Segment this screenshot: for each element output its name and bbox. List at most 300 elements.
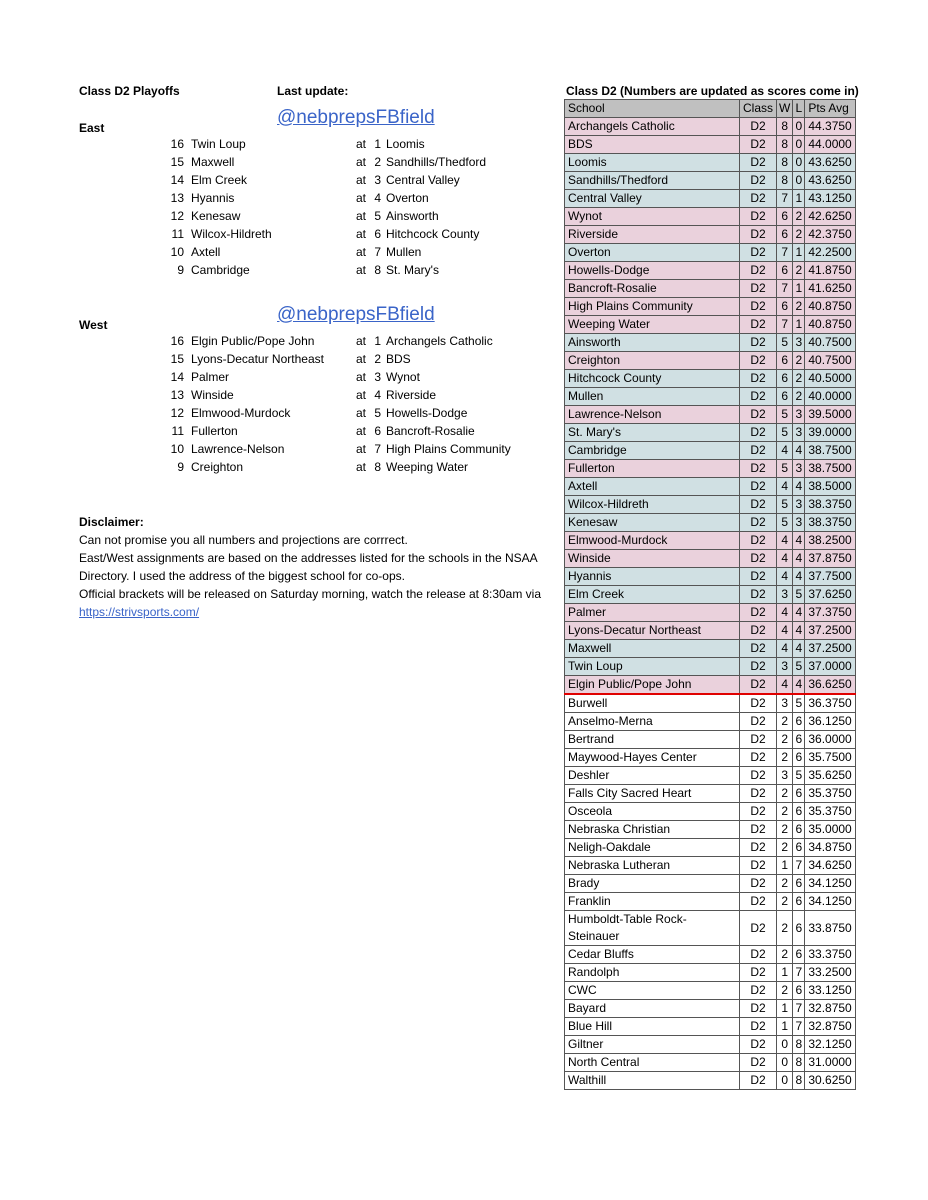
points-average-cell: 39.0000 [805,424,855,442]
home-team: High Plains Community [386,442,511,456]
wins-cell: 2 [777,731,793,749]
table-row [565,982,856,1000]
table-row [565,208,856,226]
wins-cell: 8 [777,136,793,154]
school-cell: Hyannis [565,568,740,586]
at-label: at [356,245,367,259]
table-row [565,821,856,839]
home-team: Mullen [386,245,422,259]
class-cell: D2 [740,442,777,460]
losses-cell: 1 [793,280,805,298]
strivsports-link[interactable]: https://strivsports.com/ [79,605,200,619]
losses-cell: 4 [793,604,805,622]
wins-cell: 1 [777,857,793,875]
school-cell: Humboldt-Table Rock-Steinauer [565,911,740,946]
school-cell: Nebraska Lutheran [565,857,740,875]
school-cell: Axtell [565,478,740,496]
table-row [565,280,856,298]
table-row [565,478,856,496]
home-team: Ainsworth [386,209,439,223]
at-label: at [356,155,367,169]
school-cell: CWC [565,982,740,1000]
points-average-cell: 35.3750 [805,785,855,803]
away-team: Elm Creek [191,173,248,187]
at-label: at [356,460,367,474]
table-row [565,298,856,316]
wins-cell: 2 [777,946,793,964]
class-cell: D2 [740,460,777,478]
away-seed: 11 [171,424,184,438]
class-cell: D2 [740,334,777,352]
class-cell: D2 [740,532,777,550]
class-cell: D2 [740,875,777,893]
at-label: at [356,334,367,348]
class-cell: D2 [740,713,777,731]
points-average-cell: 35.0000 [805,821,855,839]
class-cell: D2 [740,803,777,821]
wins-cell: 5 [777,496,793,514]
losses-cell: 6 [793,785,805,803]
away-seed: 9 [177,263,184,277]
home-team: Hitchcock County [386,227,480,241]
bracket-game [166,171,526,189]
away-seed: 11 [171,227,184,241]
losses-cell: 6 [793,731,805,749]
table-row [565,118,856,136]
twitter-handle-link[interactable]: @nebprepsFBfield [277,107,435,128]
wins-cell: 5 [777,406,793,424]
school-cell: Overton [565,244,740,262]
points-average-cell: 34.6250 [805,857,855,875]
away-seed: 15 [170,352,184,366]
disclaimer-heading: Disclaimer: [79,515,144,529]
points-average-cell: 38.7500 [805,442,855,460]
wins-cell: 3 [777,586,793,604]
at-label: at [356,173,367,187]
class-cell: D2 [740,767,777,785]
school-cell: Deshler [565,767,740,785]
disclaimer-line: Directory. I used the address of the biggest school for co-ops. [79,569,405,583]
school-cell: Burwell [565,694,740,713]
table-row [565,604,856,622]
points-average-cell: 40.7500 [805,352,855,370]
home-seed: 6 [374,424,381,438]
losses-cell: 8 [793,1036,805,1054]
table-row [565,370,856,388]
home-team: Bancroft-Rosalie [386,424,475,438]
wins-cell: 2 [777,982,793,1000]
school-cell: Lyons-Decatur Northeast [565,622,740,640]
points-average-cell: 31.0000 [805,1054,855,1072]
points-average-cell: 38.3750 [805,514,855,532]
table-row [565,1018,856,1036]
table-row [565,190,856,208]
wins-cell: 1 [777,964,793,982]
losses-cell: 4 [793,478,805,496]
bracket-game [166,261,526,279]
wins-cell: 4 [777,640,793,658]
home-seed: 7 [374,442,381,456]
bracket-game [166,404,526,422]
table-row [565,911,856,946]
table-row [565,1036,856,1054]
class-cell: D2 [740,946,777,964]
away-team: Maxwell [191,155,235,169]
bracket-game [166,135,526,153]
class-cell: D2 [740,893,777,911]
school-cell: Bertrand [565,731,740,749]
school-cell: Anselmo-Merna [565,713,740,731]
losses-cell: 7 [793,857,805,875]
school-cell: Ainsworth [565,334,740,352]
wins-cell: 4 [777,676,793,695]
away-team: Cambridge [191,263,250,277]
losses-cell: 2 [793,352,805,370]
points-average-cell: 34.1250 [805,875,855,893]
school-cell: Cambridge [565,442,740,460]
away-team: Palmer [191,370,230,384]
school-cell: Winside [565,550,740,568]
away-team: Lawrence-Nelson [191,442,285,456]
losses-cell: 0 [793,136,805,154]
points-average-cell: 34.1250 [805,893,855,911]
school-cell: Maywood-Hayes Center [565,749,740,767]
class-cell: D2 [740,424,777,442]
class-cell: D2 [740,568,777,586]
table-row [565,1054,856,1072]
disclaimer-line: Official brackets will be released on Saturday morning, watch the release at 8:30am via [79,587,542,601]
school-cell: Twin Loup [565,658,740,676]
losses-cell: 3 [793,424,805,442]
table-row [565,496,856,514]
standings-title: Class D2 (Numbers are updated as scores come in) [566,84,859,98]
home-team: Central Valley [386,173,460,187]
points-average-cell: 38.5000 [805,478,855,496]
wins-cell: 2 [777,785,793,803]
wins-cell: 2 [777,839,793,857]
points-average-cell: 36.3750 [805,694,855,713]
school-cell: Archangels Catholic [565,118,740,136]
points-average-cell: 37.2500 [805,622,855,640]
table-row [565,767,856,785]
points-average-cell: 32.1250 [805,1036,855,1054]
table-row [565,424,856,442]
home-team: Riverside [386,388,437,402]
table-row [565,749,856,767]
class-cell: D2 [740,352,777,370]
at-label: at [356,388,367,402]
class-cell: D2 [740,622,777,640]
wins-cell: 2 [777,893,793,911]
wins-cell: 3 [777,767,793,785]
points-average-cell: 35.3750 [805,803,855,821]
class-cell: D2 [740,1072,777,1090]
losses-cell: 3 [793,406,805,424]
column-header-losses: L [793,100,805,118]
away-seed: 14 [170,370,184,384]
class-cell: D2 [740,731,777,749]
class-cell: D2 [740,604,777,622]
away-seed: 16 [170,334,184,348]
bracket-game [166,332,526,350]
away-seed: 13 [170,191,184,205]
points-average-cell: 36.0000 [805,731,855,749]
wins-cell: 8 [777,118,793,136]
home-seed: 6 [374,227,381,241]
standings-table [564,99,856,1090]
at-label: at [356,424,367,438]
class-cell: D2 [740,478,777,496]
table-row [565,676,856,695]
table-row [565,586,856,604]
table-row [565,731,856,749]
losses-cell: 0 [793,172,805,190]
class-cell: D2 [740,118,777,136]
school-cell: BDS [565,136,740,154]
losses-cell: 2 [793,298,805,316]
wins-cell: 2 [777,875,793,893]
points-average-cell: 32.8750 [805,1018,855,1036]
losses-cell: 4 [793,532,805,550]
table-row [565,1000,856,1018]
losses-cell: 8 [793,1054,805,1072]
at-label: at [356,370,367,384]
home-seed: 7 [374,245,381,259]
losses-cell: 2 [793,370,805,388]
points-average-cell: 38.3750 [805,496,855,514]
class-cell: D2 [740,785,777,803]
away-team: Creighton [191,460,244,474]
table-row [565,406,856,424]
table-row [565,568,856,586]
school-cell: Sandhills/Thedford [565,172,740,190]
losses-cell: 4 [793,550,805,568]
class-cell: D2 [740,586,777,604]
away-team: Twin Loup [191,137,246,151]
school-cell: Cedar Bluffs [565,946,740,964]
column-header-wins: W [777,100,793,118]
wins-cell: 5 [777,424,793,442]
table-row [565,316,856,334]
school-cell: Nebraska Christian [565,821,740,839]
away-team: Axtell [191,245,221,259]
home-team: Howells-Dodge [386,406,468,420]
table-row [565,785,856,803]
table-row [565,1072,856,1090]
table-row [565,334,856,352]
west-heading: West [79,318,108,332]
away-team: Fullerton [191,424,238,438]
points-average-cell: 43.6250 [805,172,855,190]
points-average-cell: 38.2500 [805,532,855,550]
losses-cell: 5 [793,694,805,713]
table-row [565,262,856,280]
table-row [565,550,856,568]
wins-cell: 6 [777,262,793,280]
disclaimer [79,513,541,621]
class-cell: D2 [740,388,777,406]
east-heading: East [79,121,105,135]
class-cell: D2 [740,658,777,676]
wins-cell: 6 [777,298,793,316]
table-row [565,136,856,154]
wins-cell: 4 [777,442,793,460]
at-label: at [356,263,367,277]
bracket-game [166,350,526,368]
away-team: Elgin Public/Pope John [191,334,315,348]
points-average-cell: 37.6250 [805,586,855,604]
losses-cell: 5 [793,767,805,785]
class-cell: D2 [740,190,777,208]
wins-cell: 6 [777,388,793,406]
class-cell: D2 [740,208,777,226]
school-cell: Giltner [565,1036,740,1054]
away-team: Hyannis [191,191,235,205]
points-average-cell: 41.8750 [805,262,855,280]
home-team: Weeping Water [386,460,469,474]
table-row [565,154,856,172]
points-average-cell: 33.2500 [805,964,855,982]
class-cell: D2 [740,1018,777,1036]
school-cell: Loomis [565,154,740,172]
table-row [565,388,856,406]
wins-cell: 1 [777,1018,793,1036]
school-cell: Wilcox-Hildreth [565,496,740,514]
losses-cell: 0 [793,118,805,136]
class-cell: D2 [740,964,777,982]
school-cell: North Central [565,1054,740,1072]
last-update-label: Last update: [277,84,349,98]
school-cell: Howells-Dodge [565,262,740,280]
class-cell: D2 [740,244,777,262]
home-team: Sandhills/Thedford [386,155,487,169]
at-label: at [356,137,367,151]
wins-cell: 0 [777,1054,793,1072]
losses-cell: 3 [793,334,805,352]
school-cell: Hitchcock County [565,370,740,388]
school-cell: Creighton [565,352,740,370]
points-average-cell: 35.6250 [805,767,855,785]
wins-cell: 6 [777,208,793,226]
losses-cell: 6 [793,911,805,946]
away-seed: 15 [170,155,184,169]
points-average-cell: 43.1250 [805,190,855,208]
table-row [565,713,856,731]
losses-cell: 8 [793,1072,805,1090]
column-header-points-average: Pts Avg [805,100,855,118]
class-cell: D2 [740,982,777,1000]
home-team: Overton [386,191,429,205]
table-row [565,946,856,964]
class-cell: D2 [740,749,777,767]
losses-cell: 5 [793,658,805,676]
points-average-cell: 40.0000 [805,388,855,406]
losses-cell: 6 [793,749,805,767]
wins-cell: 2 [777,713,793,731]
points-average-cell: 33.8750 [805,911,855,946]
away-team: Winside [191,388,234,402]
column-header-class: Class [740,100,777,118]
away-team: Lyons-Decatur Northeast [191,352,324,366]
home-seed: 3 [374,370,381,384]
wins-cell: 0 [777,1072,793,1090]
school-cell: Mullen [565,388,740,406]
away-team: Elmwood-Murdock [191,406,291,420]
points-average-cell: 44.3750 [805,118,855,136]
table-row [565,964,856,982]
class-cell: D2 [740,857,777,875]
school-cell: Randolph [565,964,740,982]
table-row [565,172,856,190]
points-average-cell: 40.5000 [805,370,855,388]
home-team: Loomis [386,137,425,151]
wins-cell: 4 [777,568,793,586]
home-seed: 4 [374,388,381,402]
wins-cell: 3 [777,694,793,713]
home-team: Archangels Catholic [386,334,493,348]
table-row [565,640,856,658]
table-header-row [565,100,856,118]
points-average-cell: 35.7500 [805,749,855,767]
school-cell: Central Valley [565,190,740,208]
class-cell: D2 [740,550,777,568]
wins-cell: 5 [777,334,793,352]
at-label: at [356,191,367,205]
losses-cell: 5 [793,586,805,604]
table-row [565,532,856,550]
class-cell: D2 [740,172,777,190]
bracket-game [166,386,526,404]
class-cell: D2 [740,280,777,298]
class-cell: D2 [740,406,777,424]
wins-cell: 4 [777,532,793,550]
bracket-game [166,440,526,458]
class-cell: D2 [740,821,777,839]
table-row [565,226,856,244]
points-average-cell: 44.0000 [805,136,855,154]
away-seed: 13 [170,388,184,402]
class-cell: D2 [740,1054,777,1072]
school-cell: Maxwell [565,640,740,658]
home-seed: 2 [374,352,381,366]
wins-cell: 4 [777,604,793,622]
points-average-cell: 39.5000 [805,406,855,424]
at-label: at [356,442,367,456]
bracket-game [166,189,526,207]
school-cell: Riverside [565,226,740,244]
losses-cell: 4 [793,676,805,695]
at-label: at [356,209,367,223]
wins-cell: 7 [777,190,793,208]
losses-cell: 7 [793,964,805,982]
class-cell: D2 [740,676,777,695]
away-seed: 12 [170,406,184,420]
wins-cell: 5 [777,514,793,532]
school-cell: Walthill [565,1072,740,1090]
points-average-cell: 37.7500 [805,568,855,586]
losses-cell: 3 [793,514,805,532]
class-cell: D2 [740,298,777,316]
twitter-handle-link[interactable]: @nebprepsFBfield [277,304,435,325]
school-cell: Bayard [565,1000,740,1018]
class-cell: D2 [740,839,777,857]
wins-cell: 0 [777,1036,793,1054]
away-seed: 16 [170,137,184,151]
class-cell: D2 [740,1000,777,1018]
school-cell: Elm Creek [565,586,740,604]
at-label: at [356,406,367,420]
wins-cell: 2 [777,911,793,946]
